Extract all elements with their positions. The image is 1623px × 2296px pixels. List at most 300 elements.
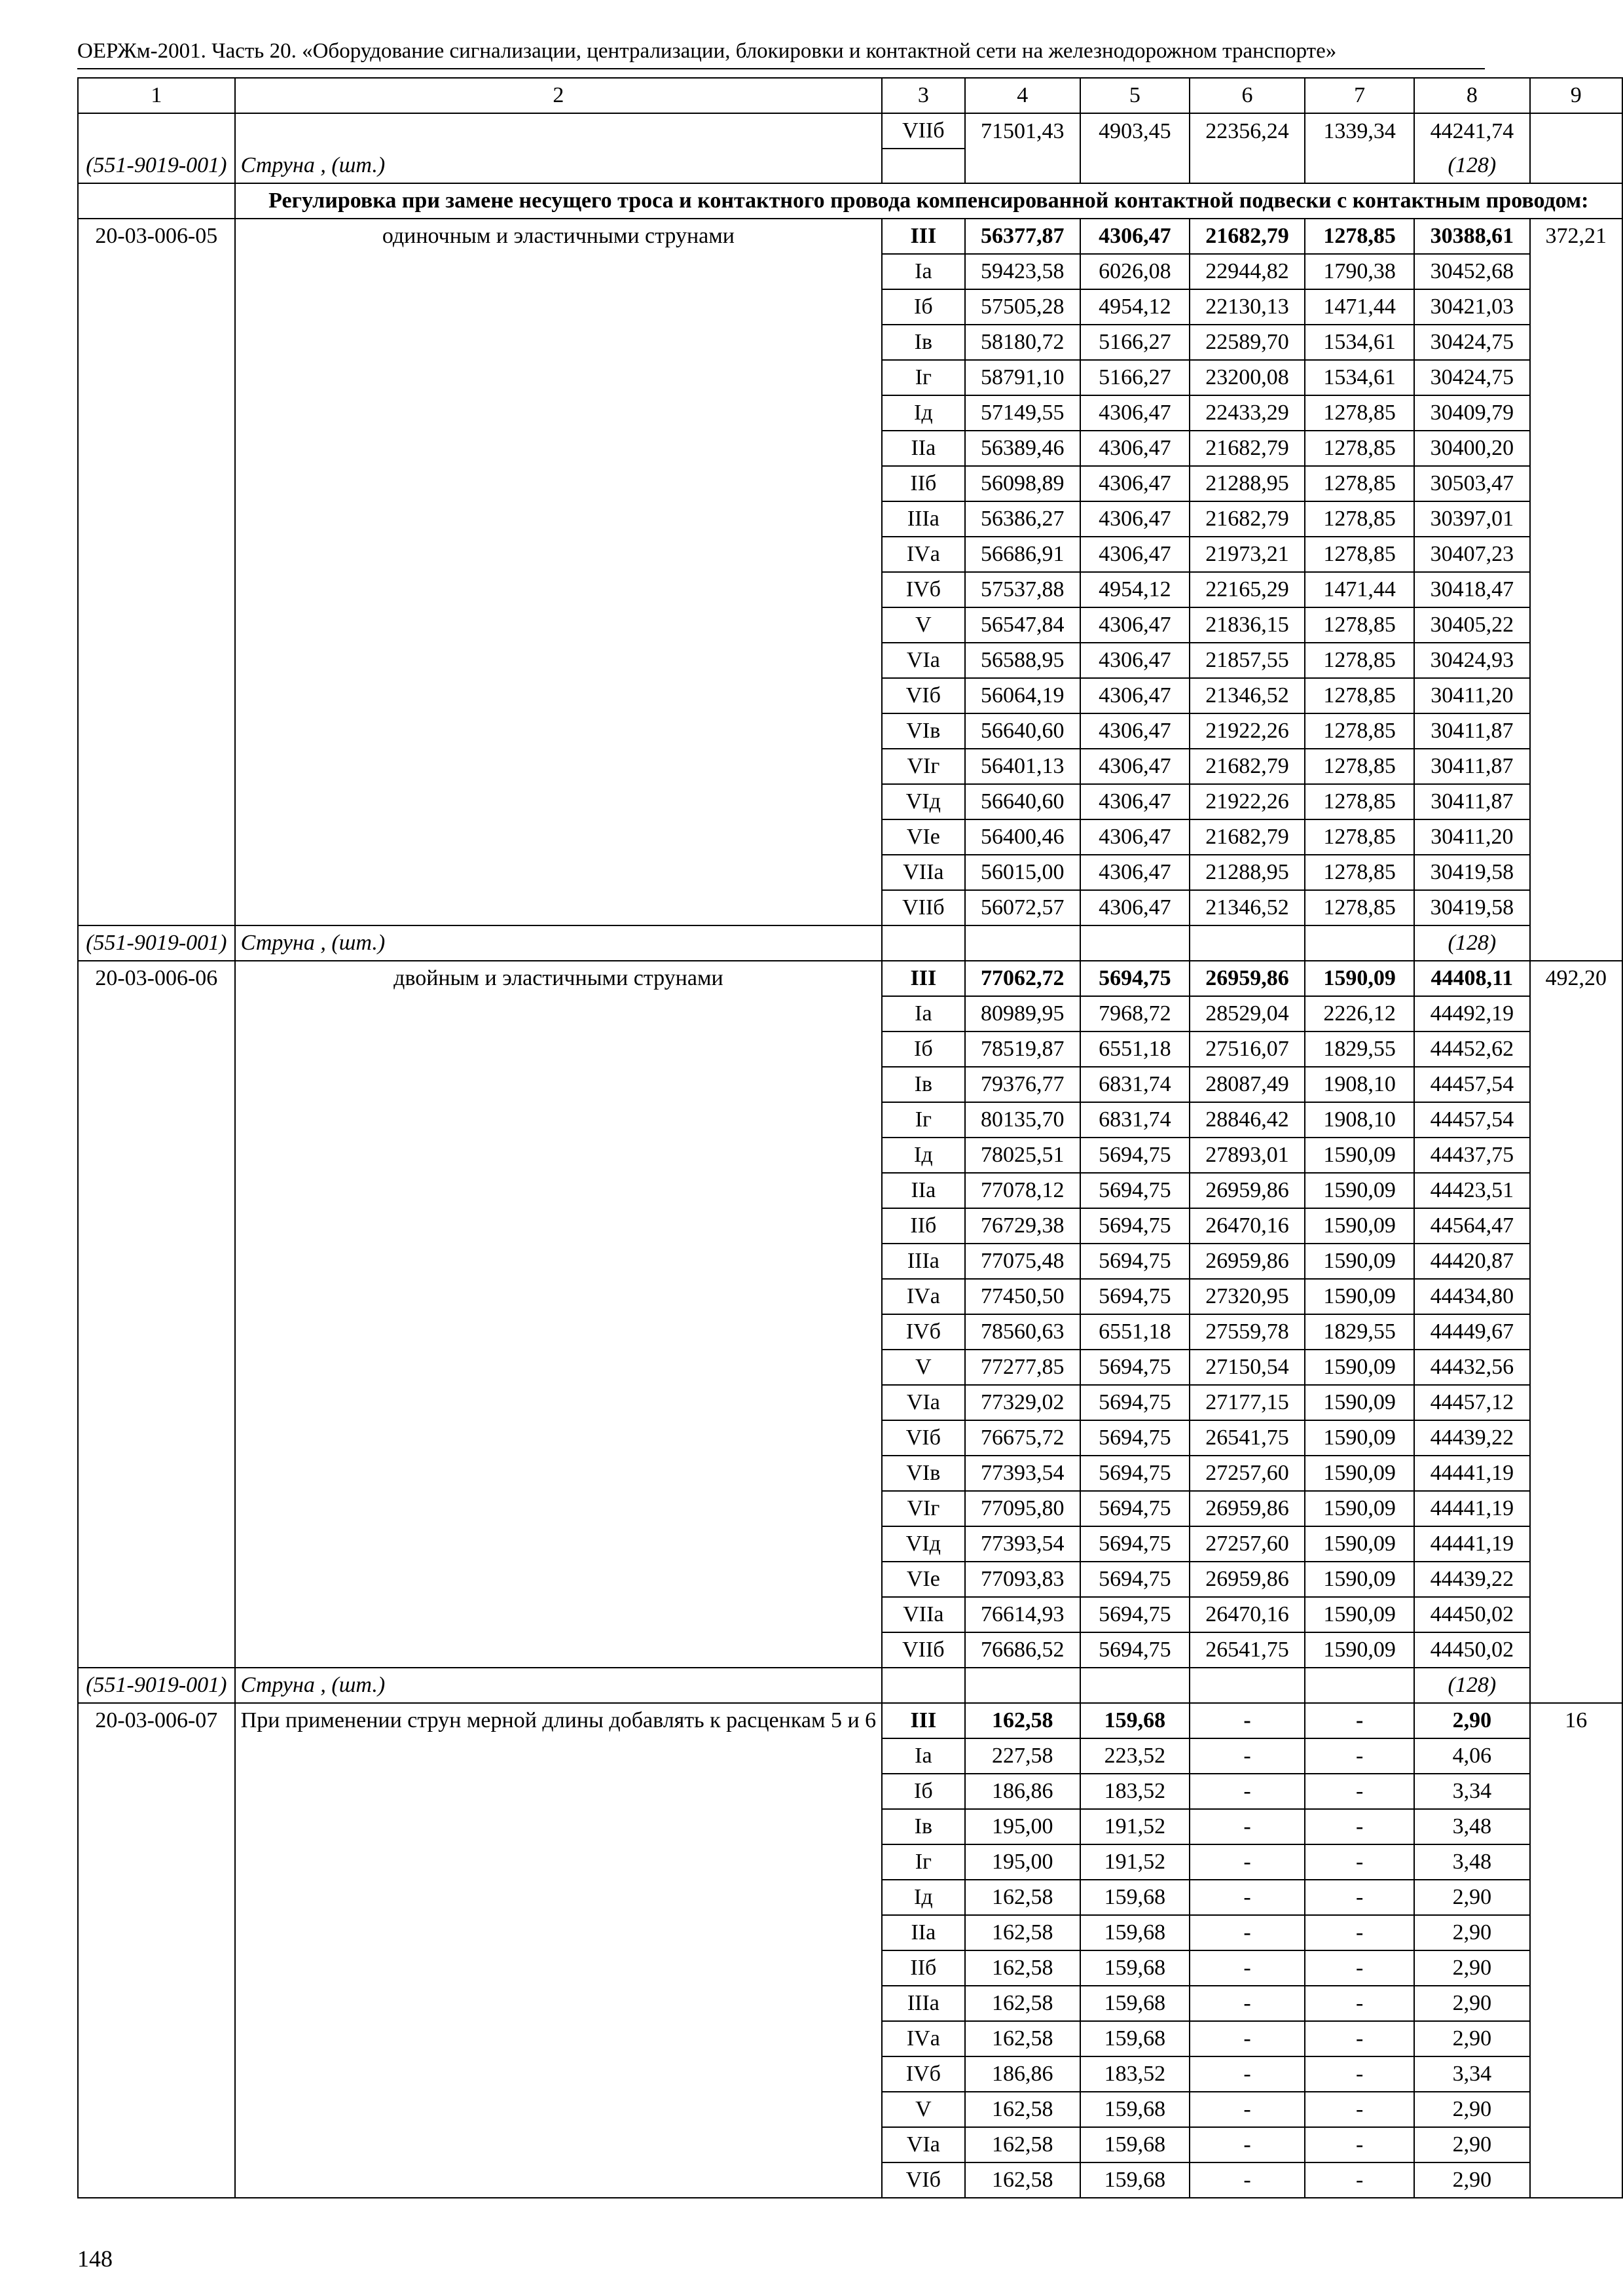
value-cell: - — [1190, 1950, 1305, 1986]
value-cell: 186,86 — [965, 2056, 1080, 2092]
value-cell: 80135,70 — [965, 1102, 1080, 1138]
value-cell: 44457,12 — [1414, 1385, 1529, 1420]
empty-cell — [1305, 925, 1414, 961]
value-cell: 30411,20 — [1414, 819, 1529, 855]
value-cell: 5166,27 — [1080, 360, 1190, 395]
value-cell: 23200,08 — [1190, 360, 1305, 395]
value-cell: 2,90 — [1414, 2092, 1529, 2127]
zone-cell: VIв — [882, 1456, 964, 1491]
rate-name: двойным и эластичными струнами — [235, 961, 882, 1668]
value-cell: 1590,09 — [1305, 1456, 1414, 1491]
value-cell: - — [1190, 1738, 1305, 1774]
zone-cell: Iб — [882, 289, 964, 325]
value-cell: 80989,95 — [965, 996, 1080, 1031]
column-number: 4 — [965, 78, 1080, 113]
value-cell: - — [1190, 1844, 1305, 1880]
material-row — [78, 1668, 1622, 1703]
empty-cell — [235, 113, 882, 149]
value-cell: 4306,47 — [1080, 713, 1190, 749]
value-cell: 56640,60 — [965, 713, 1080, 749]
zone-cell: VIа — [882, 1385, 964, 1420]
value-cell: 159,68 — [1080, 1950, 1190, 1986]
column-number: 3 — [882, 78, 964, 113]
zone-cell: Iг — [882, 1844, 964, 1880]
empty-cell — [965, 925, 1080, 961]
zone-cell: V — [882, 2092, 964, 2127]
value-cell: 1278,85 — [1305, 713, 1414, 749]
value-cell: 44450,02 — [1414, 1597, 1529, 1632]
value-cell: 26541,75 — [1190, 1632, 1305, 1668]
material-row — [78, 149, 1622, 183]
zone-cell: Iг — [882, 360, 964, 395]
value-cell: 6831,74 — [1080, 1102, 1190, 1138]
table-row — [78, 113, 1622, 149]
value-cell: - — [1190, 2056, 1305, 2092]
value-cell: 4,06 — [1414, 1738, 1529, 1774]
value-cell: 79376,77 — [965, 1067, 1080, 1102]
value-cell: - — [1305, 2092, 1414, 2127]
empty-cell — [1190, 925, 1305, 961]
zone-cell: VIе — [882, 1562, 964, 1597]
value-cell: 27257,60 — [1190, 1456, 1305, 1491]
value-cell: 44457,54 — [1414, 1102, 1529, 1138]
value-cell: 27177,15 — [1190, 1385, 1305, 1420]
value-cell: 56547,84 — [965, 607, 1080, 643]
value-cell: 76614,93 — [965, 1597, 1080, 1632]
value-cell: - — [1190, 2021, 1305, 2056]
value-cell: 44441,19 — [1414, 1456, 1529, 1491]
value-cell: - — [1305, 1703, 1414, 1738]
rate-name: одиночным и эластичными струнами — [235, 219, 882, 925]
value-cell: 21288,95 — [1190, 466, 1305, 501]
value-cell: 27893,01 — [1190, 1138, 1305, 1173]
material-code: (551-9019-001) — [78, 1668, 235, 1703]
value-cell: 27257,60 — [1190, 1526, 1305, 1562]
value-cell: 71501,43 — [965, 113, 1080, 149]
value-cell: 44452,62 — [1414, 1031, 1529, 1067]
value-cell: 21346,52 — [1190, 678, 1305, 713]
value-cell: 1908,10 — [1305, 1067, 1414, 1102]
zone-cell: Iа — [882, 1738, 964, 1774]
zone-cell: Iв — [882, 1067, 964, 1102]
value-cell: 77075,48 — [965, 1244, 1080, 1279]
value-cell: 26959,86 — [1190, 961, 1305, 996]
value-cell: 191,52 — [1080, 1844, 1190, 1880]
value-cell: 56389,46 — [965, 431, 1080, 466]
value-cell: 1590,09 — [1305, 1138, 1414, 1173]
value-cell: 1590,09 — [1305, 1173, 1414, 1208]
value-cell: 2,90 — [1414, 2021, 1529, 2056]
value-cell: - — [1190, 1774, 1305, 1809]
zone-cell: Iа — [882, 996, 964, 1031]
value-cell: 5694,75 — [1080, 1173, 1190, 1208]
value-cell: 30503,47 — [1414, 466, 1529, 501]
value-cell: 21973,21 — [1190, 537, 1305, 572]
value-cell: 4306,47 — [1080, 219, 1190, 254]
page-number: 148 — [77, 2246, 113, 2272]
value-cell: 5694,75 — [1080, 1385, 1190, 1420]
value-cell: 30419,58 — [1414, 855, 1529, 890]
zone-cell: Iа — [882, 254, 964, 289]
value-cell: 4306,47 — [1080, 466, 1190, 501]
page-header: ОЕРЖм-2001. Часть 20. «Оборудование сигнализации, централизации, блокировки и контактной сети на железнодорожном транспорте» — [77, 37, 1485, 69]
column-number: 2 — [235, 78, 882, 113]
rate-code: 20-03-006-05 — [78, 219, 235, 925]
value-cell: 26541,75 — [1190, 1420, 1305, 1456]
value-cell: 78025,51 — [965, 1138, 1080, 1173]
value-cell: 183,52 — [1080, 2056, 1190, 2092]
value-cell: 6026,08 — [1080, 254, 1190, 289]
value-cell: - — [1190, 2127, 1305, 2162]
value-cell: 22356,24 — [1190, 113, 1305, 149]
column-number: 6 — [1190, 78, 1305, 113]
empty-cell — [1080, 925, 1190, 961]
value-cell: 44408,11 — [1414, 961, 1529, 996]
value-cell: 4306,47 — [1080, 784, 1190, 819]
value-cell: 1590,09 — [1305, 1350, 1414, 1385]
column-9-value: 492,20 — [1530, 961, 1623, 1703]
value-cell: 56386,27 — [965, 501, 1080, 537]
empty-cell — [1080, 149, 1190, 183]
value-cell: 57505,28 — [965, 289, 1080, 325]
zone-cell: IIIа — [882, 1986, 964, 2021]
value-cell: 22944,82 — [1190, 254, 1305, 289]
zone-cell: IVб — [882, 2056, 964, 2092]
value-cell: 1278,85 — [1305, 501, 1414, 537]
value-cell: 6551,18 — [1080, 1314, 1190, 1350]
value-cell: 159,68 — [1080, 1880, 1190, 1915]
column-9-value: 372,21 — [1530, 219, 1623, 961]
zone-cell: IIб — [882, 1950, 964, 1986]
value-cell: 21682,79 — [1190, 749, 1305, 784]
zone-cell: Iв — [882, 325, 964, 360]
zone-cell: III — [882, 1703, 964, 1738]
material-qty: (128) — [1414, 149, 1529, 183]
value-cell: 186,86 — [965, 1774, 1080, 1809]
zone-cell: VIIб — [882, 890, 964, 925]
value-cell: 1471,44 — [1305, 572, 1414, 607]
value-cell: 4306,47 — [1080, 607, 1190, 643]
table-row — [78, 961, 1622, 996]
value-cell: - — [1190, 1703, 1305, 1738]
zone-cell: IIб — [882, 466, 964, 501]
value-cell: 4903,45 — [1080, 113, 1190, 149]
zone-cell: III — [882, 219, 964, 254]
value-cell: 1471,44 — [1305, 289, 1414, 325]
zone-cell: VIIб — [882, 113, 964, 149]
value-cell: 77062,72 — [965, 961, 1080, 996]
value-cell: 59423,58 — [965, 254, 1080, 289]
value-cell: 162,58 — [965, 1950, 1080, 1986]
value-cell: 30411,87 — [1414, 713, 1529, 749]
value-cell: - — [1305, 2056, 1414, 2092]
value-cell: 2,90 — [1414, 1703, 1529, 1738]
value-cell: 78519,87 — [965, 1031, 1080, 1067]
zone-cell: Iв — [882, 1809, 964, 1844]
value-cell: - — [1305, 1880, 1414, 1915]
value-cell: 2,90 — [1414, 2162, 1529, 2198]
empty-cell — [78, 183, 235, 219]
zone-cell: VIд — [882, 784, 964, 819]
value-cell: 44441,19 — [1414, 1526, 1529, 1562]
value-cell: - — [1190, 2162, 1305, 2198]
value-cell: 1339,34 — [1305, 113, 1414, 149]
value-cell: 21836,15 — [1190, 607, 1305, 643]
value-cell: 162,58 — [965, 2127, 1080, 2162]
value-cell: 4306,47 — [1080, 431, 1190, 466]
value-cell: 3,48 — [1414, 1844, 1529, 1880]
zone-cell: VIIа — [882, 1597, 964, 1632]
value-cell: 76686,52 — [965, 1632, 1080, 1668]
material-code: (551-9019-001) — [78, 925, 235, 961]
value-cell: 1590,09 — [1305, 1597, 1414, 1632]
zone-cell: VIа — [882, 2127, 964, 2162]
value-cell: 30409,79 — [1414, 395, 1529, 431]
value-cell: 26470,16 — [1190, 1208, 1305, 1244]
value-cell: 1908,10 — [1305, 1102, 1414, 1138]
empty-cell — [1190, 1668, 1305, 1703]
value-cell: 2,90 — [1414, 1915, 1529, 1950]
value-cell: 26959,86 — [1190, 1173, 1305, 1208]
value-cell: 77078,12 — [965, 1173, 1080, 1208]
value-cell: 77093,83 — [965, 1562, 1080, 1597]
value-cell: 44449,67 — [1414, 1314, 1529, 1350]
column-9-value: 16 — [1530, 1703, 1623, 2198]
price-table-body — [78, 78, 1622, 2198]
value-cell: - — [1305, 1774, 1414, 1809]
rate-name: При применении струн мерной длины добавлять к расценкам 5 и 6 — [235, 1703, 882, 2198]
value-cell: 1278,85 — [1305, 607, 1414, 643]
value-cell: 1590,09 — [1305, 1420, 1414, 1456]
value-cell: 227,58 — [965, 1738, 1080, 1774]
value-cell: 44432,56 — [1414, 1350, 1529, 1385]
value-cell: 30400,20 — [1414, 431, 1529, 466]
zone-cell: VIг — [882, 749, 964, 784]
value-cell: 30424,75 — [1414, 360, 1529, 395]
value-cell: 21346,52 — [1190, 890, 1305, 925]
value-cell: 44241,74 — [1414, 113, 1529, 149]
value-cell: 21922,26 — [1190, 713, 1305, 749]
value-cell: 21682,79 — [1190, 431, 1305, 466]
value-cell: 76729,38 — [965, 1208, 1080, 1244]
value-cell: 1278,85 — [1305, 643, 1414, 678]
material-qty: (128) — [1414, 1668, 1529, 1703]
table-row — [78, 219, 1622, 254]
value-cell: 56377,87 — [965, 219, 1080, 254]
empty-cell — [78, 113, 235, 149]
value-cell: 1590,09 — [1305, 961, 1414, 996]
value-cell: 162,58 — [965, 1703, 1080, 1738]
value-cell: 22130,13 — [1190, 289, 1305, 325]
value-cell: 21682,79 — [1190, 219, 1305, 254]
value-cell: 4306,47 — [1080, 855, 1190, 890]
empty-cell — [1080, 1668, 1190, 1703]
zone-cell: VIд — [882, 1526, 964, 1562]
value-cell: 5694,75 — [1080, 1350, 1190, 1385]
value-cell: 21288,95 — [1190, 855, 1305, 890]
value-cell: 56686,91 — [965, 537, 1080, 572]
empty-cell — [882, 925, 964, 961]
value-cell: - — [1305, 1950, 1414, 1986]
value-cell: 56072,57 — [965, 890, 1080, 925]
zone-cell: III — [882, 961, 964, 996]
value-cell: 1590,09 — [1305, 1526, 1414, 1562]
value-cell: - — [1305, 2162, 1414, 2198]
value-cell: - — [1190, 2092, 1305, 2127]
column-number: 1 — [78, 78, 235, 113]
value-cell: 26959,86 — [1190, 1244, 1305, 1279]
value-cell: 77095,80 — [965, 1491, 1080, 1526]
value-cell: 2,90 — [1414, 2127, 1529, 2162]
value-cell: 77393,54 — [965, 1456, 1080, 1491]
zone-cell: VIб — [882, 1420, 964, 1456]
value-cell: 5694,75 — [1080, 1597, 1190, 1632]
value-cell: 1278,85 — [1305, 890, 1414, 925]
value-cell: 21682,79 — [1190, 819, 1305, 855]
value-cell: 195,00 — [965, 1809, 1080, 1844]
value-cell: 1829,55 — [1305, 1031, 1414, 1067]
value-cell: 77393,54 — [965, 1526, 1080, 1562]
value-cell: 4306,47 — [1080, 537, 1190, 572]
material-name: Струна , (шт.) — [235, 1668, 882, 1703]
zone-cell: IIIа — [882, 1244, 964, 1279]
value-cell: 76675,72 — [965, 1420, 1080, 1456]
value-cell: 28846,42 — [1190, 1102, 1305, 1138]
value-cell: 56015,00 — [965, 855, 1080, 890]
value-cell: 159,68 — [1080, 2127, 1190, 2162]
value-cell: 159,68 — [1080, 2162, 1190, 2198]
value-cell: 1278,85 — [1305, 219, 1414, 254]
zone-cell: Iг — [882, 1102, 964, 1138]
value-cell: - — [1305, 1844, 1414, 1880]
value-cell: 26470,16 — [1190, 1597, 1305, 1632]
value-cell: 77450,50 — [965, 1279, 1080, 1314]
value-cell: 56400,46 — [965, 819, 1080, 855]
value-cell: 5166,27 — [1080, 325, 1190, 360]
section-title: Регулировка при замене несущего троса и контактного провода компенсированной контактной подвески с контактным проводом: — [235, 183, 1622, 219]
value-cell: 223,52 — [1080, 1738, 1190, 1774]
value-cell: - — [1305, 1986, 1414, 2021]
value-cell: 6551,18 — [1080, 1031, 1190, 1067]
value-cell: 5694,75 — [1080, 1138, 1190, 1173]
value-cell: 58791,10 — [965, 360, 1080, 395]
value-cell: 44437,75 — [1414, 1138, 1529, 1173]
value-cell: 4306,47 — [1080, 501, 1190, 537]
value-cell: 30411,20 — [1414, 678, 1529, 713]
value-cell: 7968,72 — [1080, 996, 1190, 1031]
value-cell: 162,58 — [965, 2092, 1080, 2127]
column-number: 8 — [1414, 78, 1529, 113]
value-cell: 162,58 — [965, 1915, 1080, 1950]
empty-cell — [1305, 1668, 1414, 1703]
value-cell: 1590,09 — [1305, 1279, 1414, 1314]
value-cell: 56401,13 — [965, 749, 1080, 784]
value-cell: - — [1190, 1986, 1305, 2021]
value-cell: 3,34 — [1414, 2056, 1529, 2092]
value-cell: 1278,85 — [1305, 819, 1414, 855]
value-cell: 27559,78 — [1190, 1314, 1305, 1350]
value-cell: 4954,12 — [1080, 572, 1190, 607]
value-cell: 56064,19 — [965, 678, 1080, 713]
value-cell: 44441,19 — [1414, 1491, 1529, 1526]
value-cell: 27516,07 — [1190, 1031, 1305, 1067]
zone-cell: Iд — [882, 1880, 964, 1915]
value-cell: 5694,75 — [1080, 1244, 1190, 1279]
zone-cell: IVб — [882, 1314, 964, 1350]
empty-cell — [882, 149, 964, 183]
value-cell: 4954,12 — [1080, 289, 1190, 325]
value-cell: 159,68 — [1080, 1915, 1190, 1950]
value-cell: 30419,58 — [1414, 890, 1529, 925]
zone-cell: VIг — [882, 1491, 964, 1526]
value-cell: 57149,55 — [965, 395, 1080, 431]
empty-cell — [1190, 149, 1305, 183]
value-cell: 30397,01 — [1414, 501, 1529, 537]
value-cell: 57537,88 — [965, 572, 1080, 607]
zone-cell: VIIб — [882, 1632, 964, 1668]
material-name: Струна , (шт.) — [235, 149, 882, 183]
value-cell: 26959,86 — [1190, 1491, 1305, 1526]
value-cell: 44423,51 — [1414, 1173, 1529, 1208]
empty-cell — [965, 149, 1080, 183]
value-cell: 195,00 — [965, 1844, 1080, 1880]
value-cell: 1590,09 — [1305, 1562, 1414, 1597]
value-cell: 5694,75 — [1080, 1208, 1190, 1244]
value-cell: 56588,95 — [965, 643, 1080, 678]
value-cell: 1278,85 — [1305, 466, 1414, 501]
value-cell: 1790,38 — [1305, 254, 1414, 289]
value-cell: 30418,47 — [1414, 572, 1529, 607]
value-cell: 5694,75 — [1080, 1526, 1190, 1562]
empty-cell — [965, 1668, 1080, 1703]
value-cell: 44564,47 — [1414, 1208, 1529, 1244]
value-cell: 159,68 — [1080, 2021, 1190, 2056]
zone-cell: IIа — [882, 1173, 964, 1208]
value-cell: 1534,61 — [1305, 325, 1414, 360]
price-table — [77, 77, 1623, 2198]
value-cell: 77329,02 — [965, 1385, 1080, 1420]
zone-cell: VIб — [882, 2162, 964, 2198]
value-cell: - — [1190, 1809, 1305, 1844]
value-cell: 30388,61 — [1414, 219, 1529, 254]
value-cell: 159,68 — [1080, 1986, 1190, 2021]
zone-cell: IVа — [882, 1279, 964, 1314]
value-cell: 21922,26 — [1190, 784, 1305, 819]
value-cell: 4306,47 — [1080, 643, 1190, 678]
value-cell: 26959,86 — [1190, 1562, 1305, 1597]
value-cell: 44450,02 — [1414, 1632, 1529, 1668]
value-cell: 27150,54 — [1190, 1350, 1305, 1385]
material-qty: (128) — [1414, 925, 1529, 961]
value-cell: 4306,47 — [1080, 819, 1190, 855]
zone-cell: Iб — [882, 1031, 964, 1067]
value-cell: 1278,85 — [1305, 395, 1414, 431]
zone-cell: IIб — [882, 1208, 964, 1244]
rate-code: 20-03-006-07 — [78, 1703, 235, 2198]
material-name: Струна , (шт.) — [235, 925, 882, 961]
value-cell: 1590,09 — [1305, 1244, 1414, 1279]
value-cell: 2226,12 — [1305, 996, 1414, 1031]
value-cell: 2,90 — [1414, 1950, 1529, 1986]
zone-cell: IVб — [882, 572, 964, 607]
value-cell: 1590,09 — [1305, 1632, 1414, 1668]
empty-cell — [1530, 149, 1623, 183]
value-cell: 1829,55 — [1305, 1314, 1414, 1350]
value-cell: 1534,61 — [1305, 360, 1414, 395]
value-cell: 22433,29 — [1190, 395, 1305, 431]
zone-cell: VIе — [882, 819, 964, 855]
value-cell: - — [1305, 2021, 1414, 2056]
